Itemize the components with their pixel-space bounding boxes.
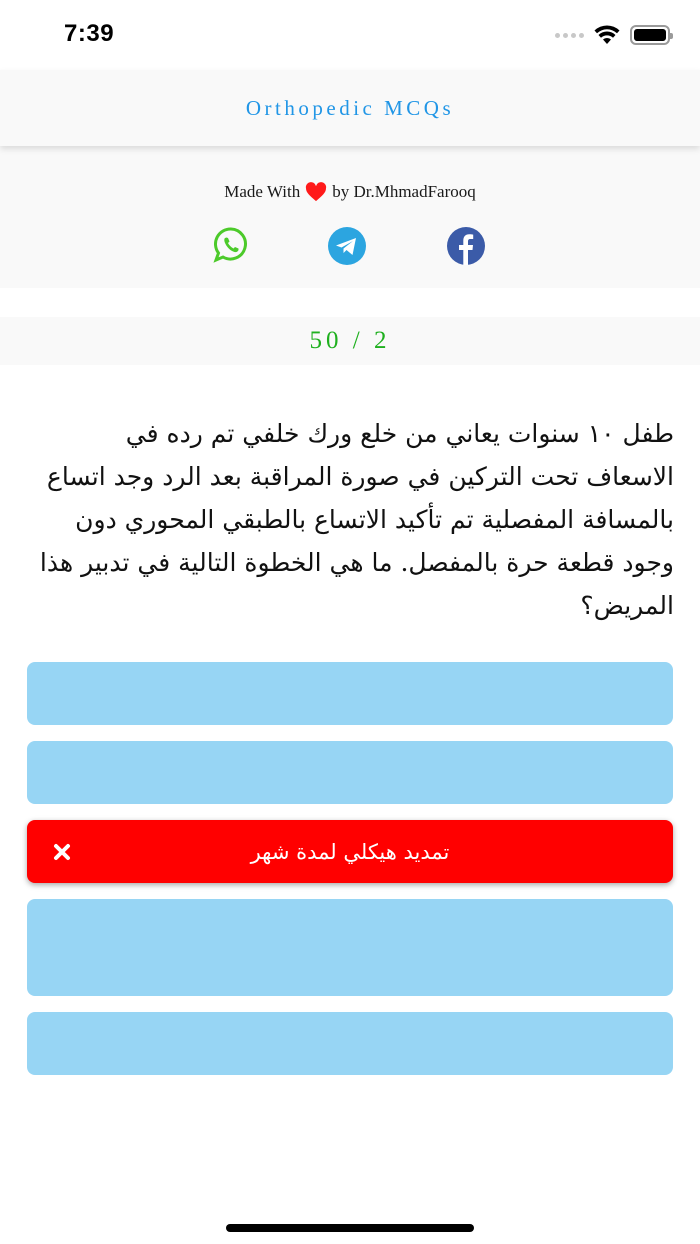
telegram-icon — [328, 227, 366, 265]
whatsapp-button[interactable] — [212, 226, 250, 264]
whatsapp-icon — [212, 226, 250, 264]
social-links — [0, 226, 700, 266]
telegram-button[interactable] — [328, 227, 366, 265]
facebook-icon — [447, 227, 485, 265]
answer-option-label: تمديد هيكلي لمدة شهر — [250, 839, 450, 864]
question-text: طفل ١٠ سنوات يعاني من خلع ورك خلفي تم رده في الاسعاف تحت التركين في صورة المراقبة بعد الرد وجد اتساع بالمسافة المفصلية تم تأكيد الاتساع بالطبقي المحوري دون وجود قطعة حرة بالمفصل. ما هي الخطوة التالية في تدبير هذا المريض؟ — [39, 419, 674, 620]
signal-dots-icon — [555, 33, 584, 38]
answer-list — [27, 662, 673, 1091]
answer-option-3-wrong[interactable] — [27, 820, 673, 883]
answer-option-4[interactable] — [27, 899, 673, 996]
answer-option-5[interactable] — [27, 1012, 673, 1075]
battery-icon — [630, 25, 670, 45]
question-progress — [0, 317, 700, 365]
made-with-prefix: Made With — [224, 182, 301, 201]
close-icon — [53, 843, 71, 861]
made-with-line — [0, 182, 700, 202]
app-title: Orthopedic MCQs — [245, 95, 455, 120]
answer-option-1[interactable] — [27, 662, 673, 725]
app-header — [0, 70, 700, 146]
answer-option-2[interactable] — [27, 741, 673, 804]
home-indicator[interactable] — [226, 1224, 474, 1232]
facebook-button[interactable] — [447, 227, 485, 265]
credits-section — [0, 146, 700, 288]
status-bar — [0, 0, 700, 70]
status-time: 7:39 — [64, 20, 115, 47]
wifi-icon — [594, 25, 620, 45]
status-icons — [555, 25, 670, 45]
progress-counter: 50 / 2 — [309, 327, 391, 354]
heart-icon — [305, 182, 327, 202]
made-with-suffix: by Dr.MhmadFarooq — [332, 182, 476, 201]
